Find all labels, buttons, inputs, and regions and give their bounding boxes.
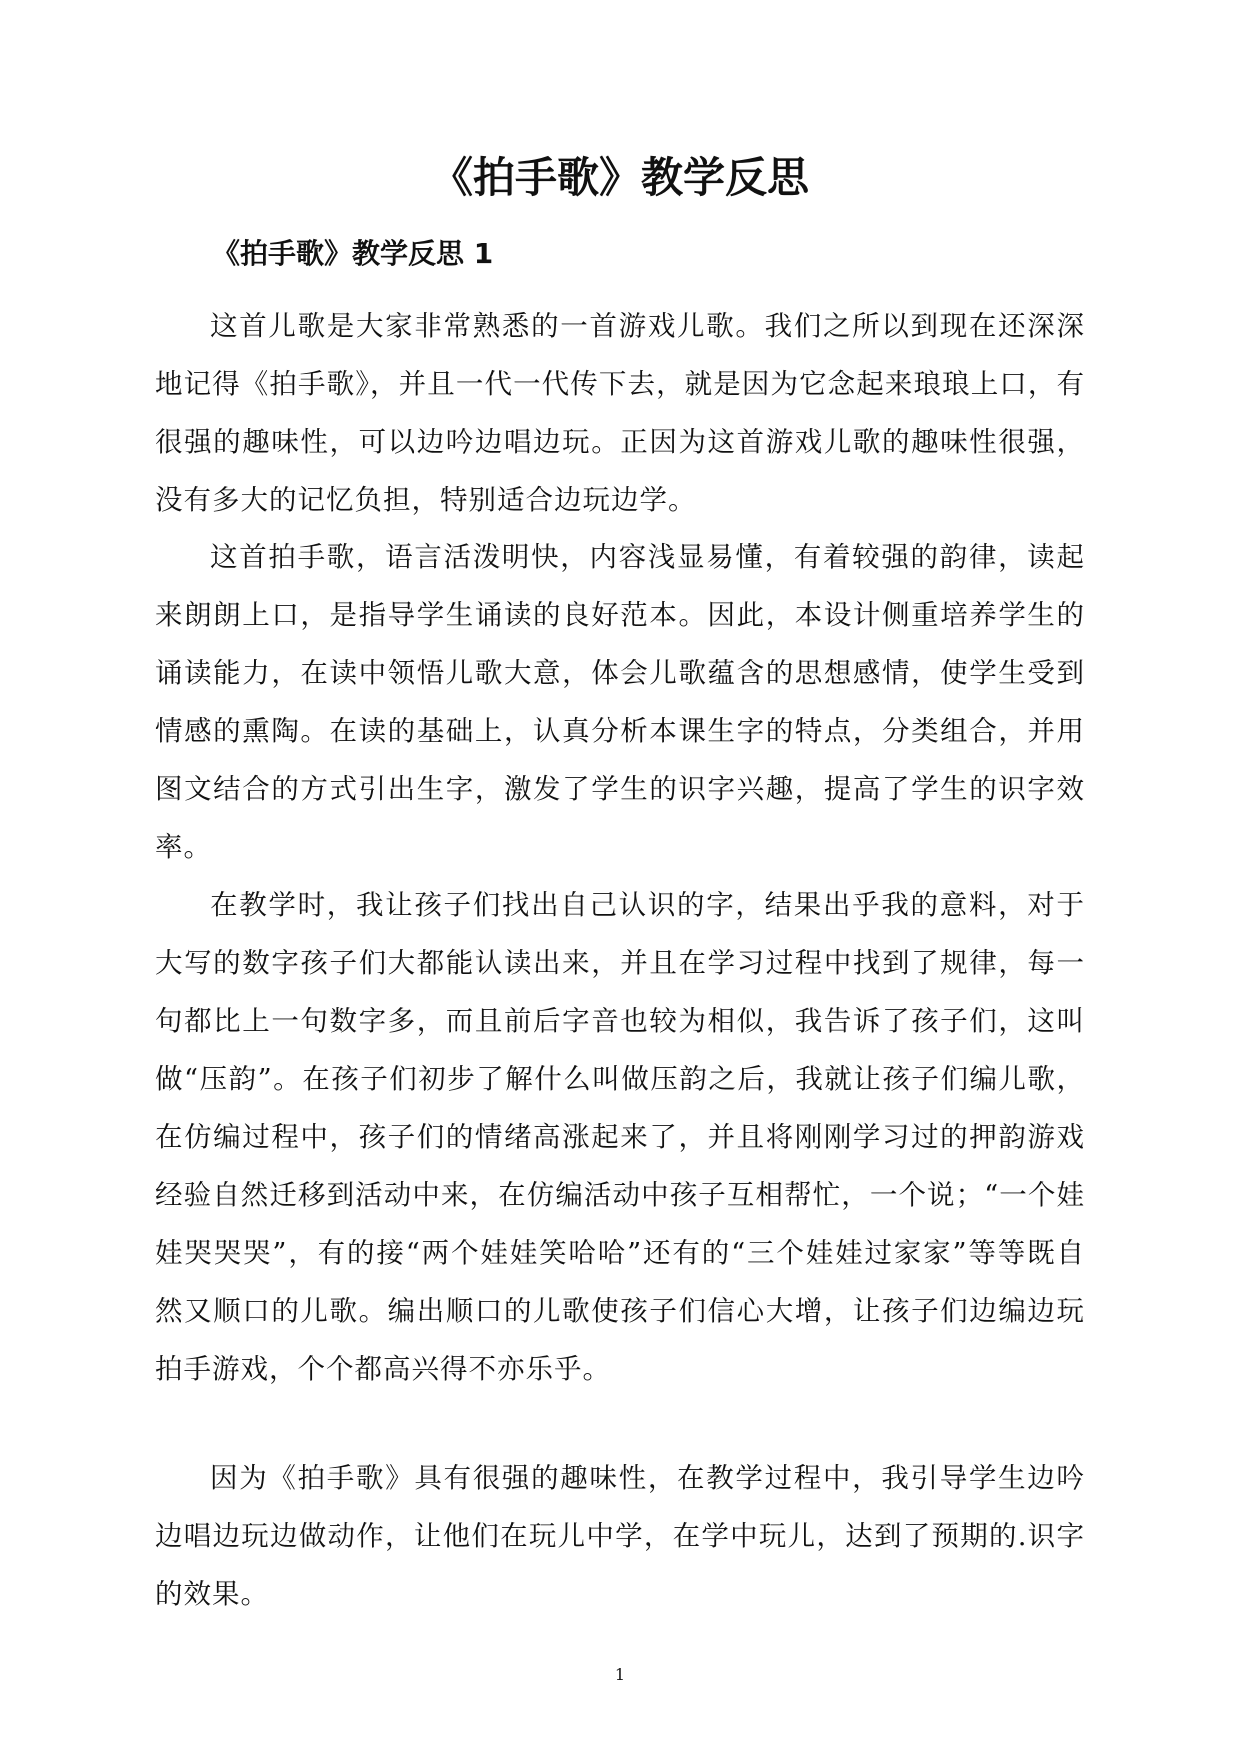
document-title: 《拍手歌》教学反思 [430,153,809,202]
paragraph-2: 这首拍手歌，语言活泼明快，内容浅显易懂，有着较强的韵律，读起来朗朗上口，是指导学生诵读的良好范本。因此，本设计侧重培养学生的诵读能力，在读中领悟儿歌大意，体会儿歌蕴含的思想感情，使学生受到情感的熏陶。在读的基础上，认真分析本课生字的特点，分类组合，并用图文结合的方式引出生字，激发了学生的识字兴趣，提高了学生的识字效率。 [155,541,1085,863]
paragraph-1: 这首儿歌是大家非常熟悉的一首游戏儿歌。我们之所以到现在还深深地记得《拍手歌》，并且一代一代传下去，就是因为它念起来琅琅上口，有很强的趣味性，可以边吟边唱边玩。正因为这首游戏儿歌的趣味性很强，没有多大的记忆负担，特别适合边玩边学。 [155,310,1085,516]
section-heading: 《拍手歌》教学反思 1 [212,237,494,270]
paragraph-4: 因为《拍手歌》具有很强的趣味性，在教学过程中，我引导学生边吟边唱边玩边做动作，让他们在玩儿中学，在学中玩儿，达到了预期的.识字的效果。 [155,1462,1085,1610]
page-number: 1 [614,1665,626,1684]
paragraph-3: 在教学时，我让孩子们找出自己认识的字，结果出乎我的意料，对于大写的数字孩子们大都能认读出来，并且在学习过程中找到了规律，每一句都比上一句数字多，而且前后字音也较为相似，我告诉了孩子们，这叫做“压韵”。在孩子们初步了解什么叫做压韵之后，我就让孩子们编儿歌，在仿编过程中，孩子们的情绪高涨起来了，并且将刚刚学习过的押韵游戏经验自然迁移到活动中来，在仿编活动中孩子互相帮忙，一个说；“一个娃娃哭哭哭”，有的接“两个娃娃笑哈哈”还有的“三个娃娃过家家”等等既自然又顺口的儿歌。编出顺口的儿歌使孩子们信心大增，让孩子们边编边玩拍手游戏，个个都高兴得不亦乐乎。 [155,889,1085,1385]
